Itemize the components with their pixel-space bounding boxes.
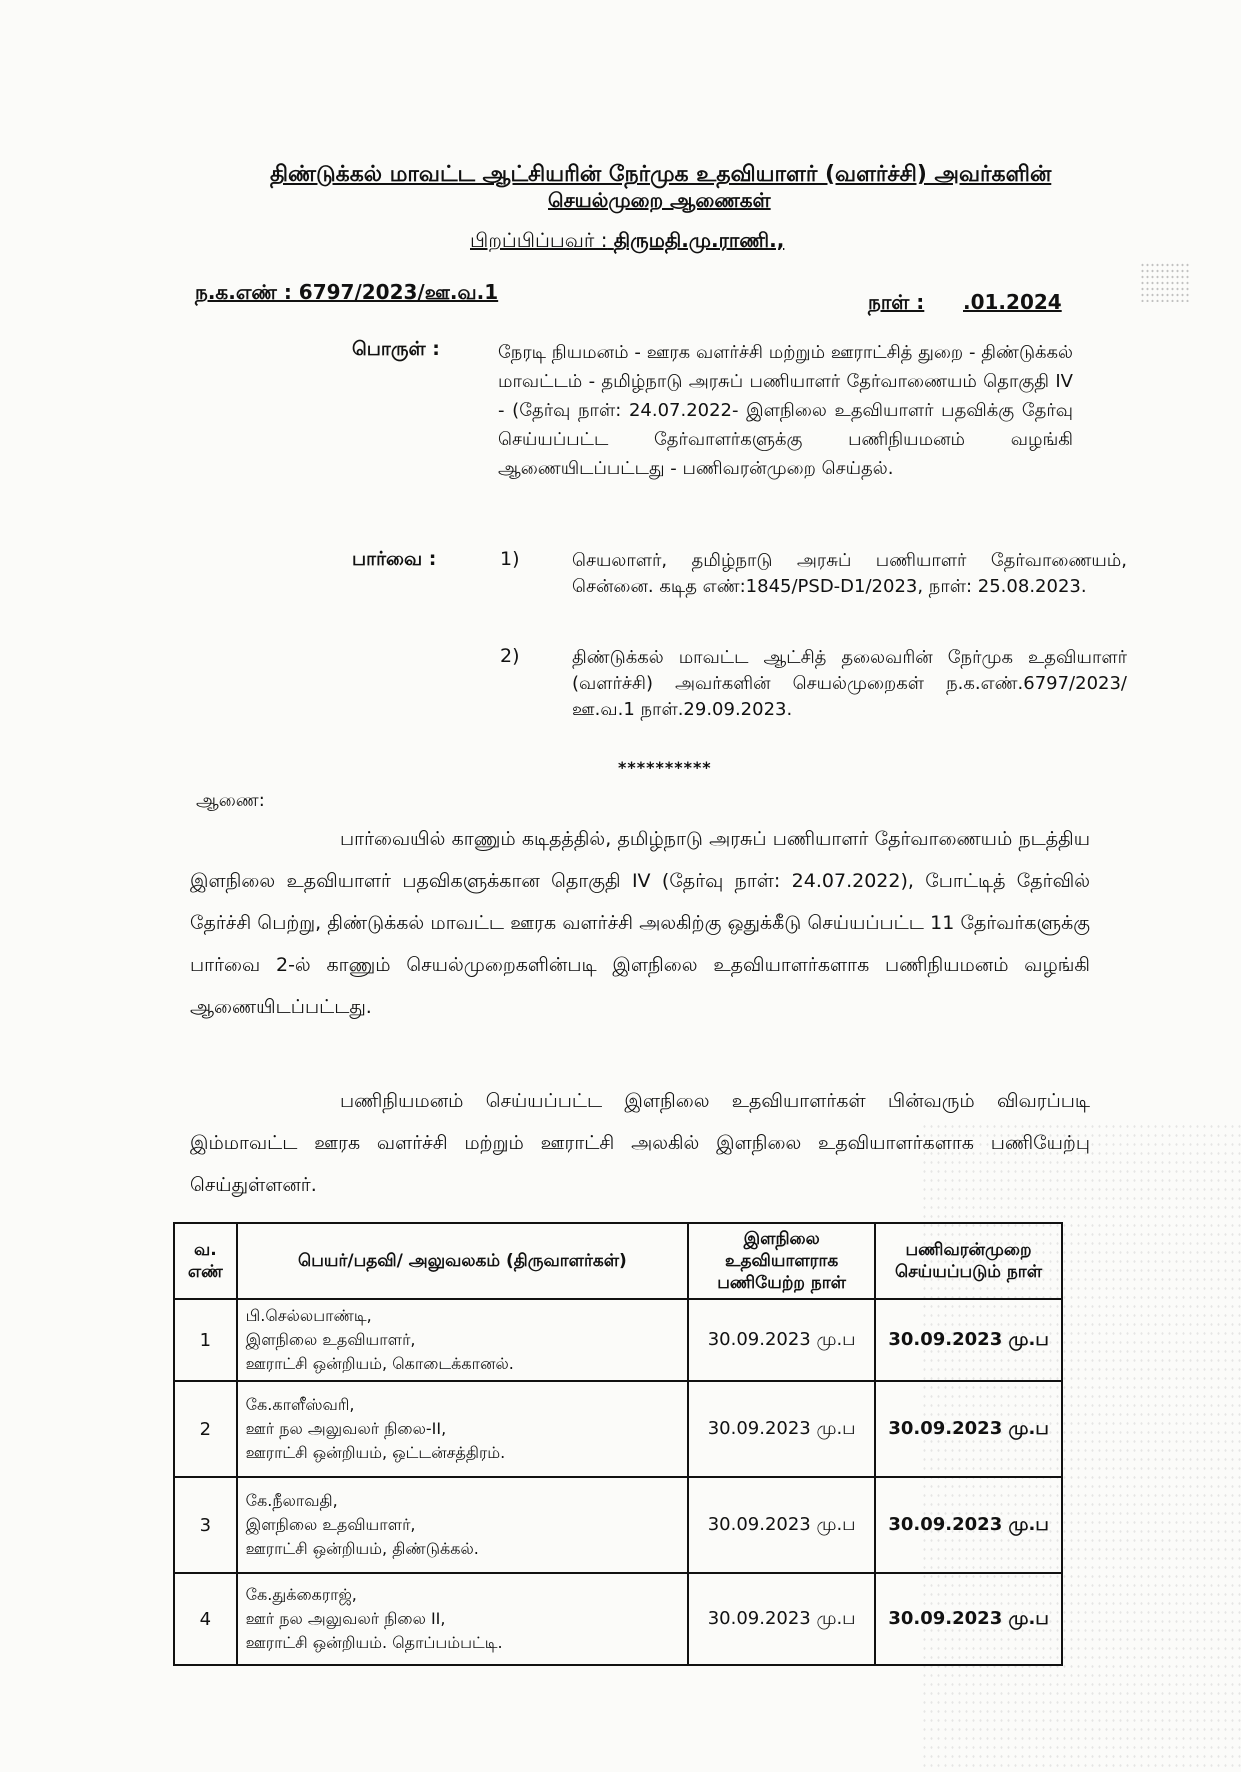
- header-regularized: பணிவரன்முறை செய்யப்படும் நாள்: [875, 1223, 1062, 1299]
- row-joined: 30.09.2023 மு.ப: [688, 1573, 875, 1665]
- header-name: பெயர்/பதவி/ அலுவலகம் (திருவாளர்கள்): [237, 1223, 689, 1299]
- row-name: பி.செல்லபாண்டி,: [245, 1306, 372, 1325]
- order-paragraph-1-text: பார்வையில் காணும் கடிதத்தில், தமிழ்நாடு அரசுப் பணியாளர் தேர்வாணையம் நடத்திய இளநிலை உதவியாளர் பதவிகளுக்கான தொகுதி IV (தேர்வு நாள்: 24.07.2022), போட்டித் தேர்வில் தேர்ச்சி பெற்று, திண்டுக்கல் மாவட்ட ஊரக வளர்ச்சி அலகிற்கு ஒதுக்கீடு செய்யப்பட்ட 11 தேர்வர்களுக்கு பார்வை 2-ல் காணும் செயல்முறைகளின்படி இளநிலை உதவியாளர்களாக பணிநியமனம் வழங்கி ஆணையிடப்பட்டது.: [190, 828, 1090, 1018]
- row-serial: 4: [174, 1573, 237, 1665]
- row-name-cell: [237, 1381, 689, 1477]
- row-name-cell: [237, 1299, 689, 1381]
- order-paragraph-1: [190, 818, 1090, 1028]
- row-office: ஊராட்சி ஒன்றியம், ஒட்டன்சத்திரம்.: [245, 1443, 506, 1462]
- header-joined: இளநிலை உதவியாளராக பணியேற்ற நாள்: [688, 1223, 875, 1299]
- row-office: ஊராட்சி ஒன்றியம், திண்டுக்கல்.: [245, 1539, 479, 1558]
- order-paragraph-2: [190, 1080, 1090, 1206]
- references-label: பார்வை :: [352, 548, 437, 570]
- issuer-name: திருமதி.மு.ராணி.,: [613, 228, 785, 252]
- separator-stars: **********: [618, 758, 712, 777]
- reference-2-number: 2): [500, 645, 520, 667]
- issuer-label: பிறப்பிப்பவர் :: [470, 228, 608, 252]
- reference-2-text: திண்டுக்கல் மாவட்ட ஆட்சித் தலைவரின் நேர்முக உதவியாளர் (வளர்ச்சி) அவர்களின் செயல்முறைகள் ந.க.எண்.6797/2023/ஊ.வ.1 நாள்.29.09.2023.: [572, 647, 1127, 720]
- row-name: கே.நீலாவதி,: [245, 1491, 338, 1510]
- table-header-row: [174, 1223, 1062, 1299]
- row-office: ஊராட்சி ஒன்றியம், கொடைக்கானல்.: [245, 1354, 514, 1373]
- row-regularized: 30.09.2023 மு.ப: [875, 1381, 1062, 1477]
- row-regularized: 30.09.2023 மு.ப: [875, 1573, 1062, 1665]
- row-regularized: 30.09.2023 மு.ப: [875, 1299, 1062, 1381]
- row-joined: 30.09.2023 மு.ப: [688, 1477, 875, 1573]
- table-row: [174, 1381, 1062, 1477]
- subject-label: பொருள் :: [352, 338, 440, 360]
- row-serial: 1: [174, 1299, 237, 1381]
- date-label: நாள் :: [868, 290, 925, 314]
- table-row: [174, 1477, 1062, 1573]
- scan-noise-mark: [1140, 262, 1190, 302]
- row-serial: 3: [174, 1477, 237, 1573]
- row-name-cell: [237, 1477, 689, 1573]
- reference-number: ந.க.எண் : 6797/2023/ஊ.வ.1: [195, 280, 499, 304]
- header-subtitle: செயல்முறை ஆணைகள்: [548, 188, 771, 212]
- appointment-table: [173, 1222, 1063, 1666]
- row-joined: 30.09.2023 மு.ப: [688, 1381, 875, 1477]
- row-name: கே.காளீஸ்வரி,: [245, 1395, 355, 1414]
- row-office: ஊராட்சி ஒன்றியம். தொப்பம்பட்டி.: [245, 1633, 503, 1652]
- row-post: ஊர் நல அலுவலர் நிலை-II,: [245, 1419, 447, 1438]
- row-name-cell: [237, 1573, 689, 1665]
- reference-1-text: செயலாளர், தமிழ்நாடு அரசுப் பணியாளர் தேர்வாணையம், சென்னை. கடித எண்:1845/PSD-D1/2023, நாள்: 25.08.2023.: [572, 550, 1127, 597]
- table-row: [174, 1573, 1062, 1665]
- order-paragraph-2-text: பணிநியமனம் செய்யப்பட்ட இளநிலை உதவியாளர்கள் பின்வரும் விவரப்படி இம்மாவட்ட ஊரக வளர்ச்சி மற்றும் ஊராட்சி அலகில் இளநிலை உதவியாளர்களாக பணியேற்பு செய்துள்ளனர்.: [190, 1090, 1090, 1196]
- header-title: திண்டுக்கல் மாவட்ட ஆட்சியரின் நேர்முக உதவியாளர் (வளர்ச்சி) அவர்களின்: [270, 162, 1052, 187]
- table-row: [174, 1299, 1062, 1381]
- subject-text: நேரடி நியமனம் - ஊரக வளர்ச்சி மற்றும் ஊராட்சித் துறை - திண்டுக்கல் மாவட்டம் - தமிழ்நாடு அரசுப் பணியாளர் தேர்வாணையம் தொகுதி IV - (தேர்வு நாள்: 24.07.2022- இளநிலை உதவியாளர் பதவிக்கு தேர்வு செய்யப்பட்ட தேர்வாளர்களுக்கு பணிநியமனம் வழங்கி ஆணையிடப்பட்டது - பணிவரன்முறை செய்தல்.: [498, 342, 1073, 479]
- header-serial: வ. எண்: [174, 1223, 237, 1299]
- order-label: ஆணை:: [196, 790, 265, 811]
- row-regularized: 30.09.2023 மு.ப: [875, 1477, 1062, 1573]
- row-name: கே.துக்கைராஜ்,: [245, 1585, 357, 1604]
- row-joined: 30.09.2023 மு.ப: [688, 1299, 875, 1381]
- reference-1-number: 1): [500, 548, 520, 570]
- issuer-line: [470, 228, 784, 255]
- row-post: ஊர் நல அலுவலர் நிலை II,: [245, 1609, 446, 1628]
- row-post: இளநிலை உதவியாளர்,: [245, 1515, 416, 1534]
- row-serial: 2: [174, 1381, 237, 1477]
- date-value: .01.2024: [963, 290, 1062, 314]
- row-post: இளநிலை உதவியாளர்,: [245, 1330, 416, 1349]
